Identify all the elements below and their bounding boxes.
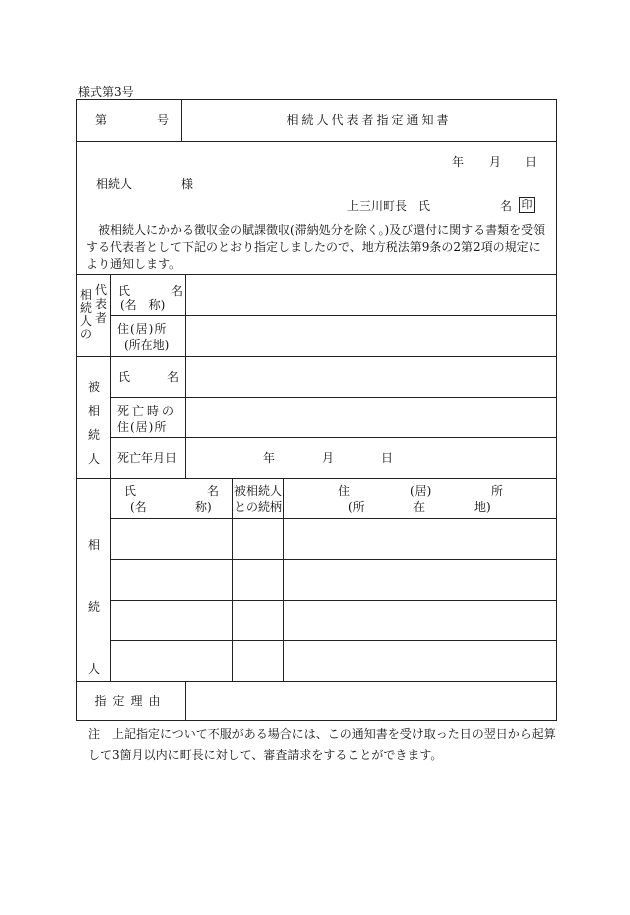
heirs-group-label: 相続人 — [87, 538, 100, 676]
divider-label-col — [110, 274, 111, 681]
divider-reason-col — [185, 681, 186, 721]
heirs-col-address-b: (居) — [410, 484, 432, 498]
rep-address-label: 住(居)所 — [117, 322, 168, 336]
heirs-col-name-a: 氏 — [124, 484, 137, 498]
heirs-col-relation-line1: 被相続人 — [234, 484, 283, 498]
issuer-name-label-b: 名 — [500, 199, 513, 213]
heirs-col-address-a: 住 — [338, 484, 351, 498]
deceased-death-date-label: 死亡年月日 — [117, 451, 178, 465]
death-date-day: 日 — [381, 451, 394, 465]
heirs-col-name-b: 名 — [207, 484, 220, 498]
heirs-col-address-sub-a: (所 — [348, 500, 365, 514]
divider-rep-end — [76, 356, 557, 357]
heirs-col-address-c: 所 — [491, 484, 504, 498]
notice-body-text: 被相続人にかかる徴収金の賦課徴収(滞納処分を除く。)及び還付に関する書類を受領する代表者として下記のとおり指定しましたので、地方税法第9条の2第2項の規定により通知します。 — [86, 223, 546, 271]
divider-heir-row3 — [110, 640, 557, 641]
deceased-name-label-a: 氏 — [118, 370, 131, 384]
seal-mark: 印 — [519, 197, 535, 213]
death-date-month: 月 — [322, 451, 335, 465]
divider-dec-row1 — [110, 397, 557, 398]
heirs-col-name-sub-b: 称) — [195, 500, 212, 514]
divider-heir-header — [110, 518, 557, 519]
date-year: 年 — [452, 155, 465, 169]
divider-body — [76, 274, 557, 275]
addressee-label: 相続人 — [96, 177, 133, 191]
divider-header — [76, 141, 557, 142]
divider-heir-col2 — [283, 478, 284, 681]
rep-group-label-col1: 相続人の — [80, 288, 93, 341]
divider-rep-row — [110, 315, 557, 316]
document-title: 相続人代表者指定通知書 — [286, 113, 452, 127]
issuer-name-label-a: 氏 — [418, 199, 431, 213]
footnote-text: 注 上記指定について不服がある場合には、この通知書を受け取った日の翌日から起算して3箇月以内に町長に対して、審査請求をすることができます。 — [88, 727, 556, 762]
number-label-suffix: 号 — [157, 113, 170, 127]
deceased-group-label: 被相続人 — [87, 380, 100, 466]
heirs-col-address-sub-b: 在 — [413, 500, 426, 514]
reason-label: 指定理由 — [94, 694, 167, 708]
deceased-name-label-b: 名 — [167, 370, 180, 384]
rep-name-sub: (名 称) — [120, 298, 166, 312]
divider-heir-row1 — [110, 559, 557, 560]
death-date-year: 年 — [263, 451, 276, 465]
rep-name-label-b: 名 — [171, 284, 184, 298]
date-month: 月 — [489, 155, 502, 169]
rep-name-label-a: 氏 — [118, 284, 131, 298]
form-number: 様式第3号 — [78, 85, 134, 99]
divider-field-col — [185, 274, 186, 478]
divider-dec-end — [76, 478, 557, 479]
rep-address-sub: (所在地) — [124, 338, 170, 352]
heirs-col-name-sub-a: (名 — [130, 500, 147, 514]
heirs-col-relation-line2: との続柄 — [234, 500, 283, 514]
issuer-title: 上三川町長 — [347, 199, 408, 213]
date-day: 日 — [525, 155, 538, 169]
addressee-honorific: 様 — [181, 177, 194, 191]
divider-heir-row2 — [110, 600, 557, 601]
number-label-prefix: 第 — [95, 113, 108, 127]
divider-dec-row2 — [110, 437, 557, 438]
heirs-col-address-sub-c: 地) — [474, 500, 491, 514]
divider-heir-col1 — [232, 478, 233, 681]
deceased-death-address-line1: 死亡時の — [117, 404, 178, 418]
deceased-death-address-line2: 住(居)所 — [117, 420, 168, 434]
rep-group-label-col2: 代表者 — [95, 283, 108, 325]
divider-heir-end — [76, 681, 557, 682]
